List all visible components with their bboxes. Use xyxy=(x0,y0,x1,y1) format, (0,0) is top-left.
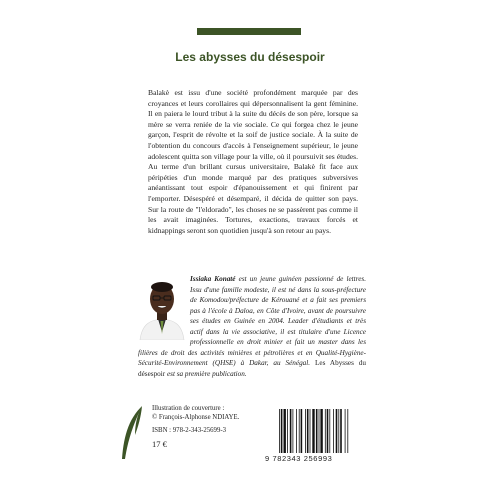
price: 17 € xyxy=(152,439,167,449)
isbn: ISBN : 978-2-343-25699-3 xyxy=(152,427,227,434)
synopsis-text: Balakè est issu d'une société profondément marquée par des croyances et leurs corollaires qui dépersonnalisent la gent féminine. Il en paiera le lourd tribut à la suite du décès de son père, lorsque sa mère se verra reniée de la vie sociale. Ce qui forgea chez le jeune garçon, l'esprit de révolte et la soif de justice sociale. À la suite de l'obtention du concours d'accès à l'enseignement supérieur, le jeune adolescent quitta son village pour la ville, où il poursuivit ses études. Au terme d'un brillant cursus universitaire, Balakè fit face aux péripéties d'un monde marqué par des pratiques subversives anéantissant tout espoir d'épanouissement et qui finirent par l'emporter. Désespéré et désemparé, il décida de quitter son pays. Sur la route de "l'eldorado", les choses ne se passèrent pas comme il les avait imaginées. Tortures, exactions, travaux forcés et kidnappings seront son quotidien jusqu'à son retour au pays. xyxy=(148,88,358,235)
illustration-label: Illustration de couverture : xyxy=(152,405,225,412)
barcode-digits: 9 782343 256993 xyxy=(265,454,333,463)
accent-bar xyxy=(197,28,301,35)
book-title: Les abysses du désespoir xyxy=(175,50,325,64)
author-book-title: Les Abysses du désespoir xyxy=(138,359,366,378)
barcode-icon xyxy=(277,409,372,453)
author-bio-text: est un jeune guinéen passionné de lettres. Issu d'une famille modeste, il est né dans la sous-préfecture de Komodou/préfecture de Kérouané et a fait ses premiers pas à l'école à Daloa, en Côte d'Ivoire, avant de poursuivre ses études en Guinée en 2004. Leader d'étudiants et très actif dans la vie associative, il est titulaire d'une Licence professionnelle en droit minier et fait un master dans les filières de droit des activités minières et pétrolières et en Qualité-Hygiène-Sécurité-Environnement (QHSE) à Dakar, au Sénégal. xyxy=(138,275,366,367)
author-bio xyxy=(138,274,366,379)
quill-logo-icon xyxy=(119,405,145,461)
author-bio-end: est sa première publication. xyxy=(165,369,247,378)
illustration-artist: © François-Alphonse NDIAYE. xyxy=(152,414,240,421)
illustration-credit xyxy=(152,404,239,422)
author-name: Issiaka Konaté xyxy=(190,275,236,283)
